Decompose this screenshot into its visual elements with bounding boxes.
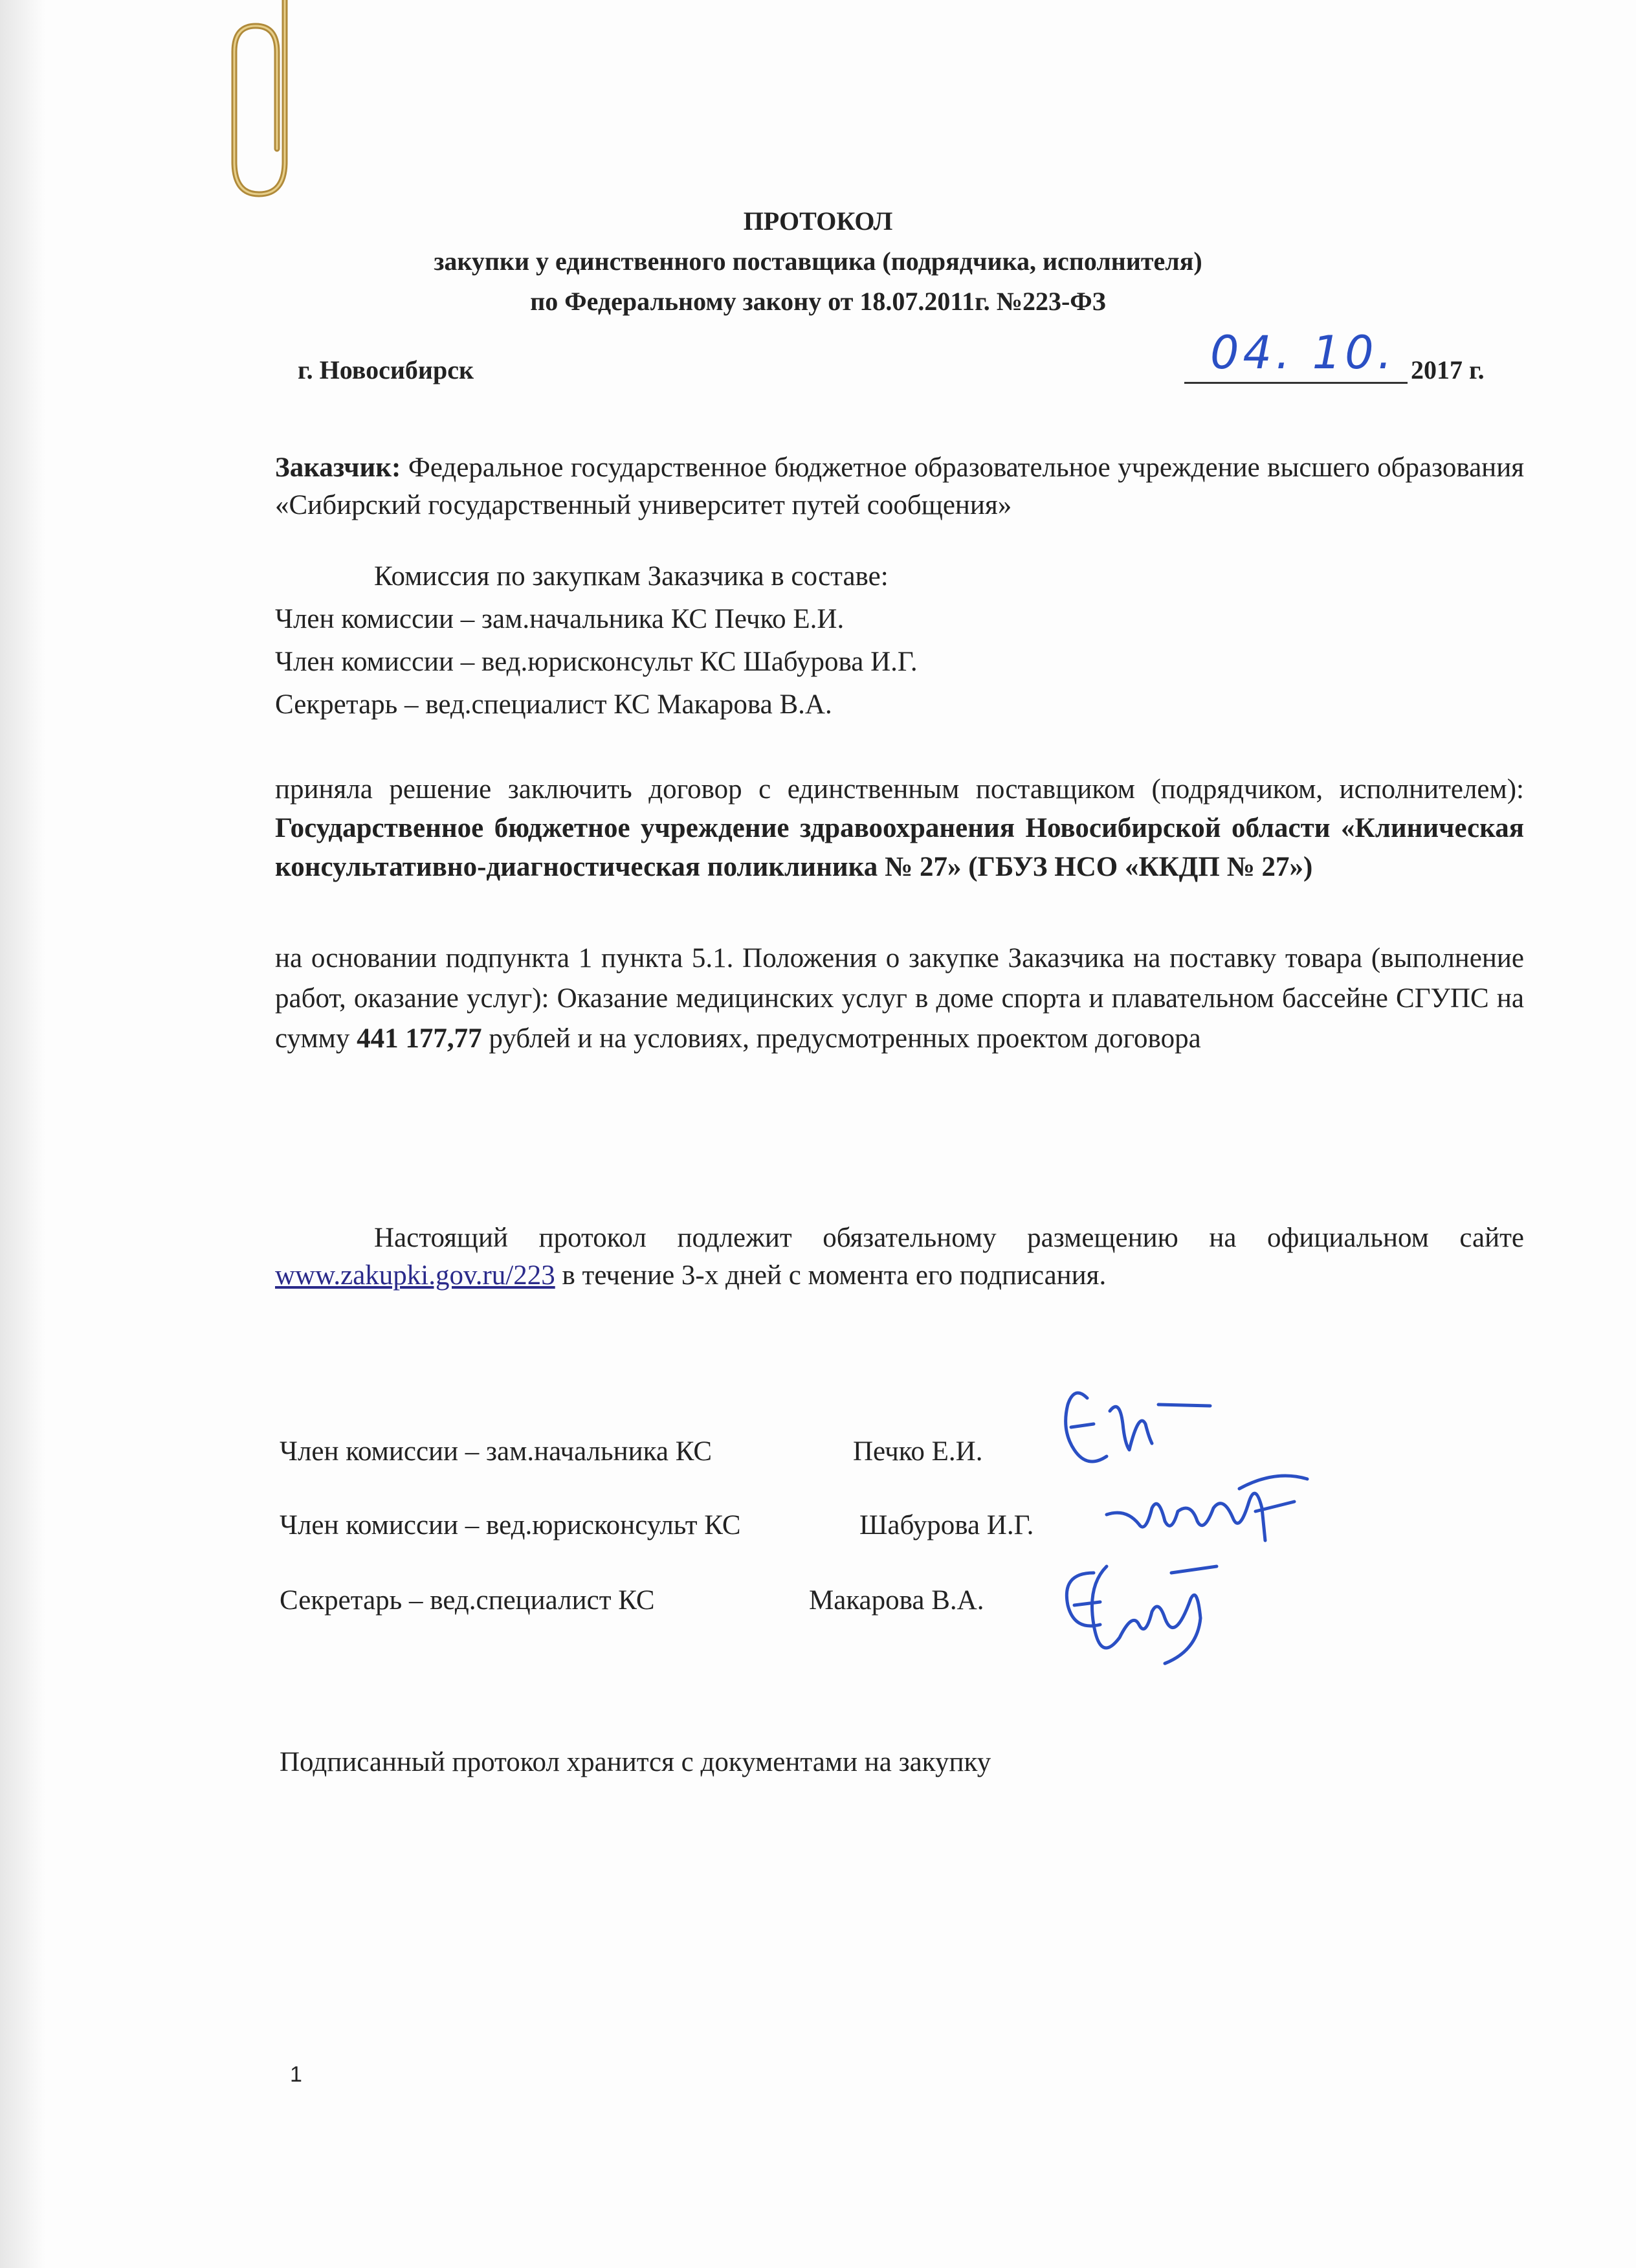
commission-member-1: Член комиссии – зам.начальника КС Печко Е.И.	[275, 604, 845, 634]
signature-name-3: Макарова В.А.	[809, 1585, 984, 1616]
publication-paragraph	[275, 1219, 1524, 1295]
paperclip-icon	[220, 0, 324, 207]
signature-name-1: Печко Е.И.	[853, 1436, 983, 1467]
signature-role-3: Секретарь – вед.специалист КС	[280, 1585, 655, 1616]
signature-makarova-icon	[1035, 1547, 1230, 1676]
customer-text: Федеральное государственное бюджетное образовательное учреждение высшего образования «Сибирский государственный университет путей сообщения»	[275, 452, 1524, 520]
basis-text-2: рублей и на условиях, предусмотренных проектом договора	[489, 1023, 1201, 1054]
zakupki-link[interactable]: www.zakupki.gov.ru/223	[275, 1260, 555, 1291]
decision-paragraph	[275, 770, 1524, 887]
commission-intro: Комиссия по закупкам Заказчика в составе:	[374, 561, 889, 592]
document-subtitle-2: по Федеральному закону от 18.07.2011г. №223-ФЗ	[530, 287, 1106, 316]
basis-text-1: на основании подпункта 1 пункта 5.1. Положения о закупке Заказчика на поставку товара (выполнение работ, оказание услуг): Оказание медицинских услуг в доме спорта и плавательном бассейне СГУПС на сумму	[275, 943, 1524, 1054]
city-label: г. Новосибирск	[298, 355, 474, 384]
publication-text-2: в течение 3-х дней с момента его подписания.	[562, 1260, 1107, 1291]
date-year: 2017 г.	[1411, 355, 1485, 384]
document-title: ПРОТОКОЛ	[743, 206, 893, 236]
signature-name-2: Шабурова И.Г.	[859, 1510, 1034, 1540]
date-handwritten: 04. 10.	[1210, 326, 1396, 379]
decision-intro: приняла решение заключить договор с единственным поставщиком (подрядчиком, исполнителем):	[275, 774, 1524, 805]
page-number: 1	[290, 2062, 302, 2087]
signature-role-2: Член комиссии – вед.юрисконсульт КС	[280, 1510, 741, 1540]
page-edge-shadow	[0, 0, 45, 2268]
commission-member-3: Секретарь – вед.специалист КС Макарова В.А.	[275, 689, 832, 720]
supplier-name: Государственное бюджетное учреждение здравоохранения Новосибирской области «Клиническая консультативно-диагностическая поликлиника № 27» (ГБУЗ НСО «ККДП № 27»)	[275, 813, 1524, 882]
basis-paragraph	[275, 939, 1524, 1059]
customer-paragraph	[275, 449, 1524, 524]
publication-text-1: Настоящий протокол подлежит обязательному размещению на официальном сайте	[374, 1223, 1524, 1253]
signature-role-1: Член комиссии – зам.начальника КС	[280, 1436, 713, 1467]
customer-label: Заказчик:	[275, 452, 401, 483]
document-subtitle-1: закупки у единственного поставщика (подрядчика, исполнителя)	[434, 247, 1202, 276]
commission-member-2: Член комиссии – вед.юрисконсульт КС Шабурова И.Г.	[275, 647, 918, 677]
contract-amount: 441 177,77	[357, 1023, 482, 1054]
footer-note: Подписанный протокол хранится с документами на закупку	[280, 1747, 991, 1777]
date-underline	[1184, 382, 1408, 384]
